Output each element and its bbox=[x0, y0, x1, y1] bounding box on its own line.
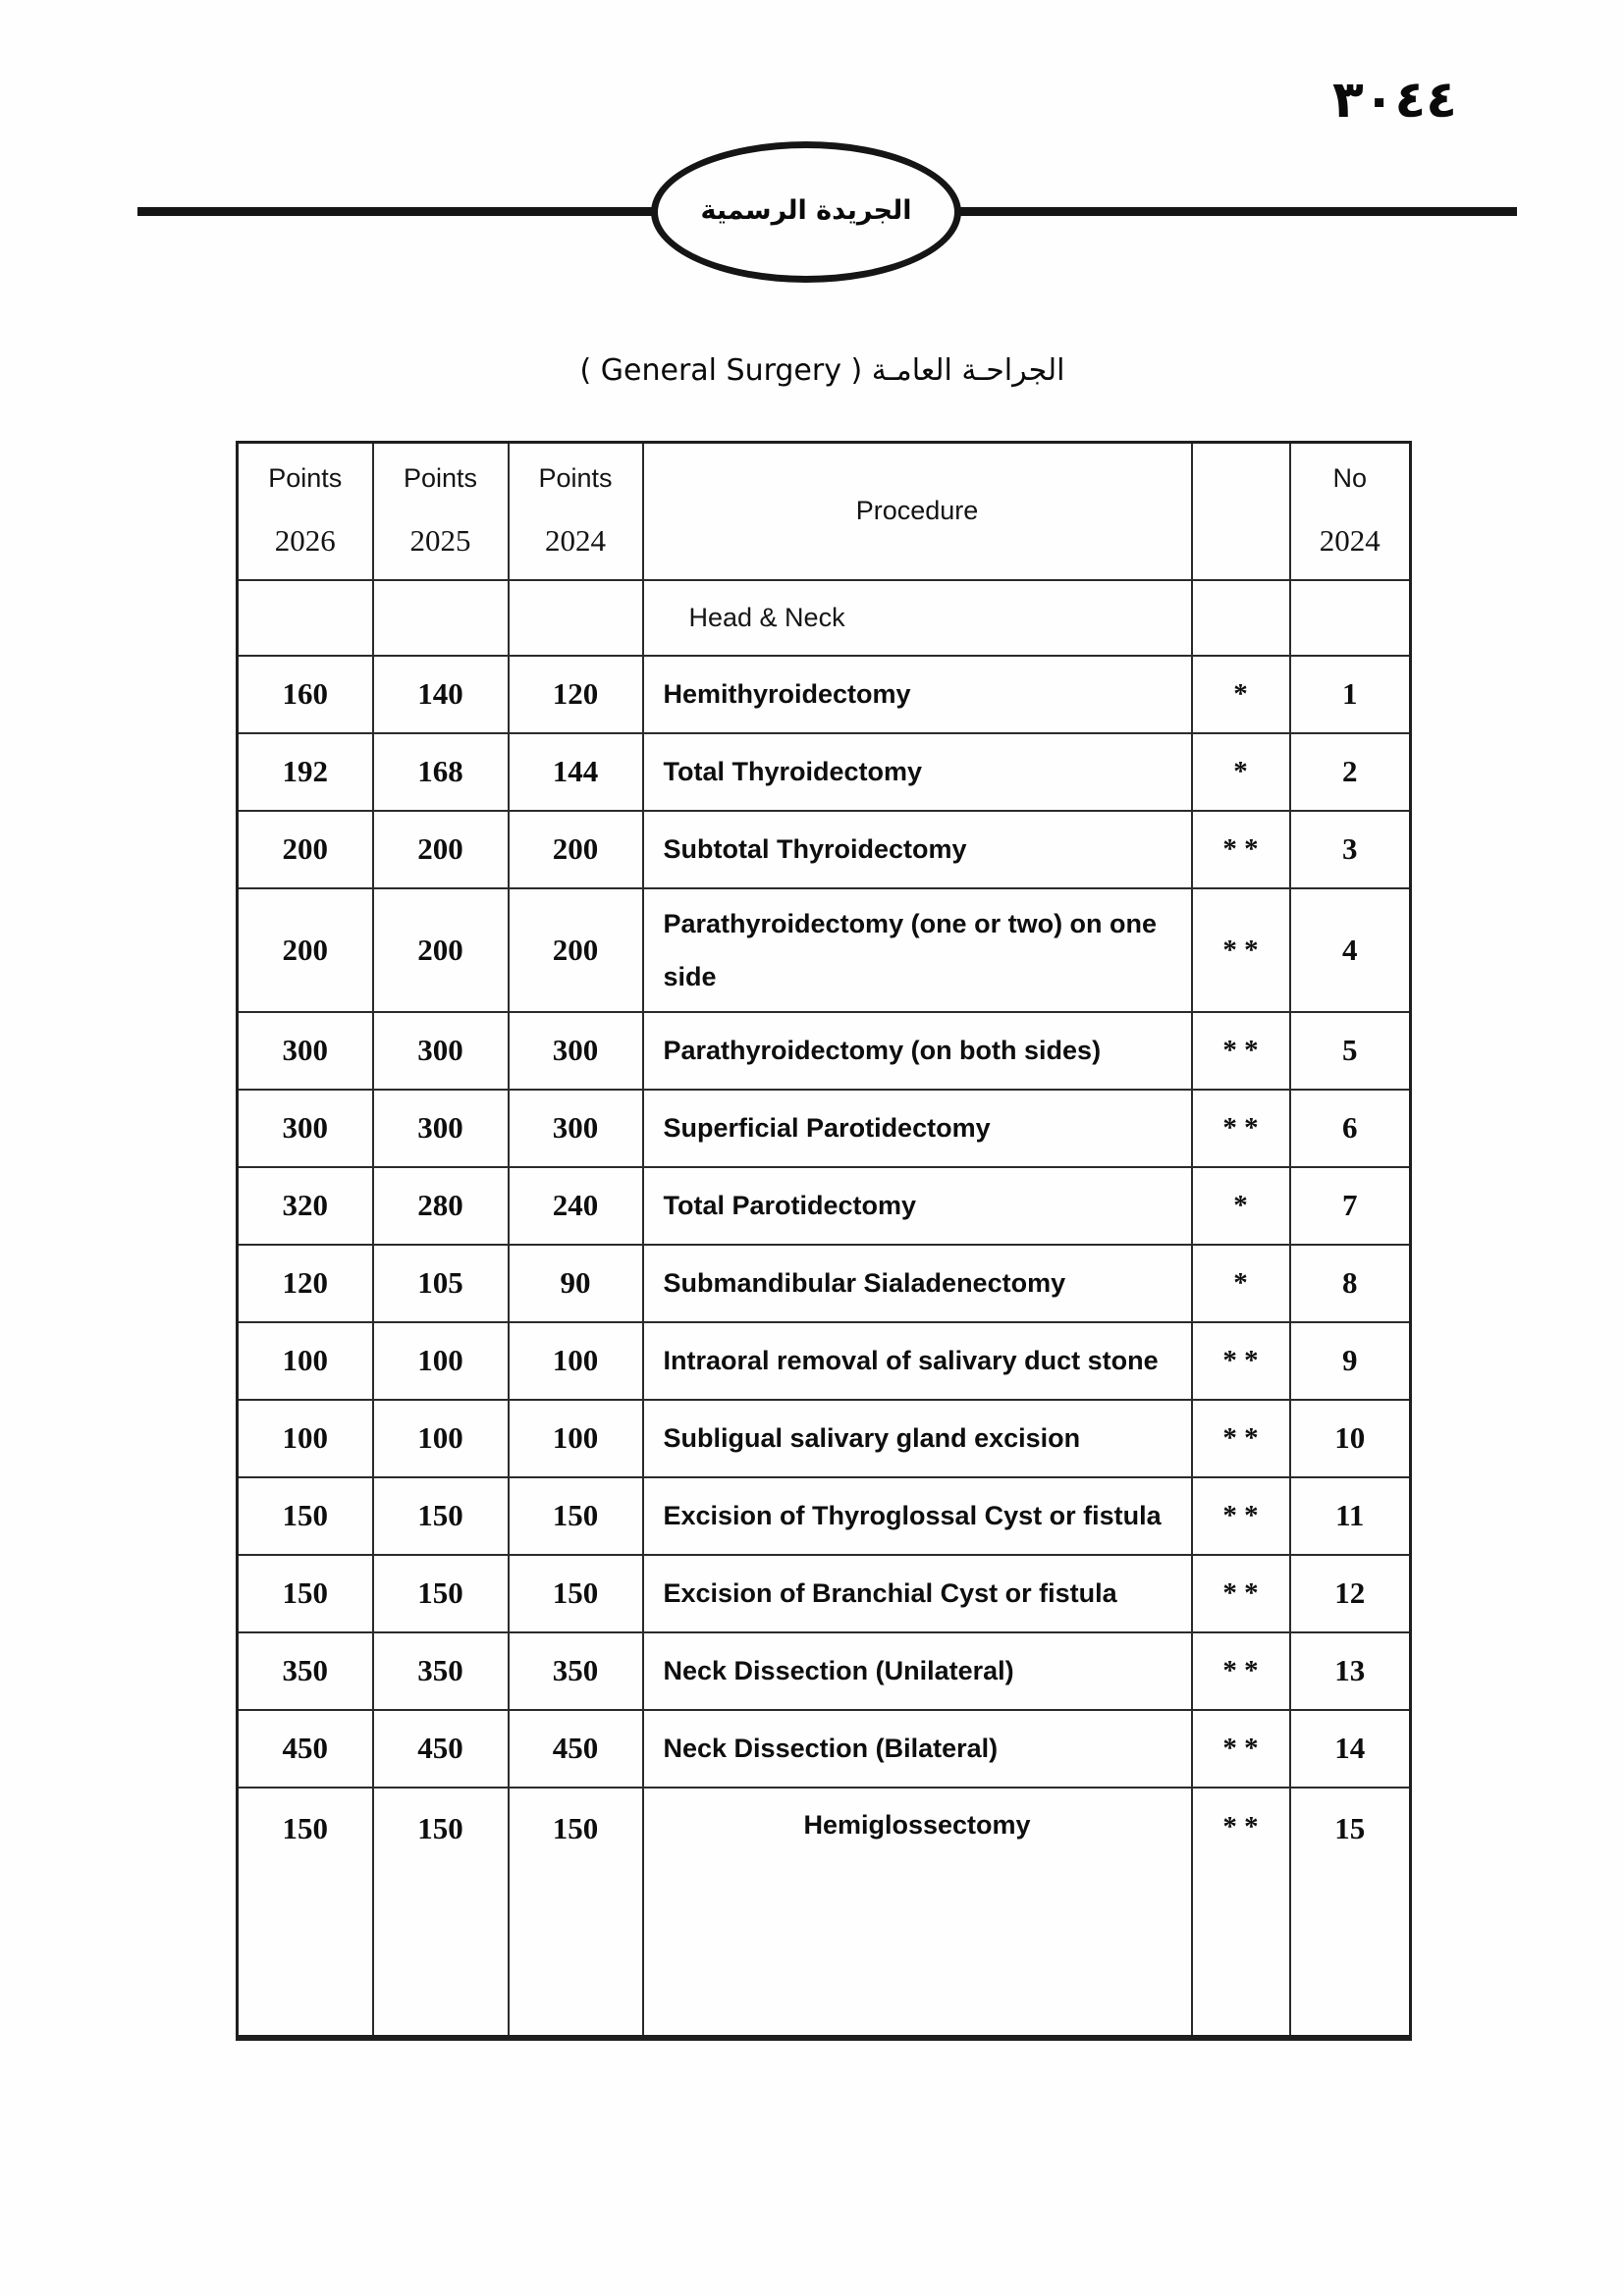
points-2025-cell: 300 bbox=[373, 1012, 509, 1090]
points-2026-cell: 320 bbox=[238, 1167, 373, 1245]
points-2026-cell: 100 bbox=[238, 1400, 373, 1477]
no-cell: 15 bbox=[1290, 1788, 1411, 2038]
points-2024-cell: 144 bbox=[509, 733, 643, 811]
marks-cell: * * bbox=[1192, 1632, 1290, 1710]
points-2026-cell: 200 bbox=[238, 811, 373, 888]
points-2024-cell: 300 bbox=[509, 1012, 643, 1090]
table-row bbox=[238, 1555, 1411, 1632]
section-title: الجراحـة العامـة ( General Surgery ) bbox=[579, 353, 1065, 388]
header-points-2025 bbox=[373, 443, 509, 580]
no-cell: 2 bbox=[1290, 733, 1411, 811]
table-row bbox=[238, 1710, 1411, 1788]
points-2024-cell: 150 bbox=[509, 1555, 643, 1632]
procedures-table bbox=[236, 441, 1412, 2041]
points-year: 2026 bbox=[274, 523, 336, 559]
marks-cell bbox=[1192, 580, 1290, 656]
points-2026-cell: 450 bbox=[238, 1710, 373, 1788]
points-2026-cell: 150 bbox=[238, 1477, 373, 1555]
marks-cell: * * bbox=[1192, 1400, 1290, 1477]
header-points-2024 bbox=[509, 443, 643, 580]
table-row bbox=[238, 1167, 1411, 1245]
points-2024-cell: 100 bbox=[509, 1322, 643, 1400]
table-row bbox=[238, 1788, 1411, 2038]
points-year: 2024 bbox=[545, 523, 606, 559]
table-row bbox=[238, 1400, 1411, 1477]
points-2026-cell: 192 bbox=[238, 733, 373, 811]
procedure-cell: Hemithyroidectomy bbox=[643, 656, 1192, 733]
header-no-2024 bbox=[1290, 443, 1411, 580]
points-2024-cell: 200 bbox=[509, 811, 643, 888]
procedure-cell: Parathyroidectomy (one or two) on one side bbox=[643, 888, 1192, 1012]
points-2026-cell: 120 bbox=[238, 1245, 373, 1322]
table-row bbox=[238, 888, 1411, 1012]
points-2026-cell: 300 bbox=[238, 1012, 373, 1090]
procedure-cell: Subtotal Thyroidectomy bbox=[643, 811, 1192, 888]
points-label: Points bbox=[268, 463, 343, 494]
marks-cell: * * bbox=[1192, 888, 1290, 1012]
procedure-cell: Superficial Parotidectomy bbox=[643, 1090, 1192, 1167]
points-label: Points bbox=[403, 463, 478, 494]
no-label: No bbox=[1332, 463, 1367, 494]
table-row bbox=[238, 733, 1411, 811]
no-cell: 11 bbox=[1290, 1477, 1411, 1555]
points-2025-cell: 150 bbox=[373, 1477, 509, 1555]
points-2026-cell: 350 bbox=[238, 1632, 373, 1710]
no-cell bbox=[1290, 580, 1411, 656]
header-procedure: Procedure bbox=[643, 443, 1192, 580]
points-2024-cell bbox=[509, 580, 643, 656]
marks-cell: * bbox=[1192, 656, 1290, 733]
points-2024-cell: 150 bbox=[509, 1788, 643, 2038]
points-2026-cell bbox=[238, 580, 373, 656]
procedure-cell: Parathyroidectomy (on both sides) bbox=[643, 1012, 1192, 1090]
no-cell: 1 bbox=[1290, 656, 1411, 733]
procedure-cell: Subligual salivary gland excision bbox=[643, 1400, 1192, 1477]
no-year: 2024 bbox=[1319, 523, 1380, 559]
marks-cell: * * bbox=[1192, 1477, 1290, 1555]
procedure-cell: Excision of Branchial Cyst or fistula bbox=[643, 1555, 1192, 1632]
points-2026-cell: 160 bbox=[238, 656, 373, 733]
procedure-cell: Total Parotidectomy bbox=[643, 1167, 1192, 1245]
table-row bbox=[238, 656, 1411, 733]
points-2024-cell: 120 bbox=[509, 656, 643, 733]
no-cell: 7 bbox=[1290, 1167, 1411, 1245]
points-2026-cell: 150 bbox=[238, 1555, 373, 1632]
points-label: Points bbox=[538, 463, 613, 494]
points-2025-cell: 100 bbox=[373, 1400, 509, 1477]
points-year: 2025 bbox=[409, 523, 471, 559]
table-row bbox=[238, 1322, 1411, 1400]
points-2025-cell: 150 bbox=[373, 1555, 509, 1632]
no-cell: 10 bbox=[1290, 1400, 1411, 1477]
procedure-table-body bbox=[238, 580, 1411, 2038]
points-2025-cell: 200 bbox=[373, 888, 509, 1012]
table-header-row bbox=[238, 443, 1411, 580]
points-2024-cell: 90 bbox=[509, 1245, 643, 1322]
procedure-cell: Hemiglossectomy bbox=[643, 1788, 1192, 2038]
procedure-cell: Submandibular Sialadenectomy bbox=[643, 1245, 1192, 1322]
gazette-seal-ellipse bbox=[651, 141, 961, 283]
points-2026-cell: 200 bbox=[238, 888, 373, 1012]
points-2025-cell: 280 bbox=[373, 1167, 509, 1245]
points-2024-cell: 150 bbox=[509, 1477, 643, 1555]
page-number-arabic: ٣٠٤٤ bbox=[1332, 71, 1457, 130]
points-2026-cell: 300 bbox=[238, 1090, 373, 1167]
points-2025-cell: 168 bbox=[373, 733, 509, 811]
no-cell: 9 bbox=[1290, 1322, 1411, 1400]
no-cell: 14 bbox=[1290, 1710, 1411, 1788]
marks-cell: * * bbox=[1192, 1090, 1290, 1167]
points-2025-cell: 150 bbox=[373, 1788, 509, 2038]
section-row bbox=[238, 580, 1411, 656]
gazette-name: الجريدة الرسمية bbox=[700, 194, 912, 226]
points-2025-cell: 100 bbox=[373, 1322, 509, 1400]
no-cell: 6 bbox=[1290, 1090, 1411, 1167]
no-cell: 8 bbox=[1290, 1245, 1411, 1322]
points-2025-cell bbox=[373, 580, 509, 656]
points-2024-cell: 200 bbox=[509, 888, 643, 1012]
procedure-cell: Neck Dissection (Bilateral) bbox=[643, 1710, 1192, 1788]
points-2025-cell: 350 bbox=[373, 1632, 509, 1710]
table-row bbox=[238, 1090, 1411, 1167]
marks-cell: * bbox=[1192, 733, 1290, 811]
points-2026-cell: 100 bbox=[238, 1322, 373, 1400]
section-title-cell: Head & Neck bbox=[643, 580, 1192, 656]
no-cell: 4 bbox=[1290, 888, 1411, 1012]
marks-cell: * bbox=[1192, 1167, 1290, 1245]
table-row bbox=[238, 1012, 1411, 1090]
no-cell: 12 bbox=[1290, 1555, 1411, 1632]
points-2025-cell: 450 bbox=[373, 1710, 509, 1788]
points-2026-cell: 150 bbox=[238, 1788, 373, 2038]
header-points-2026 bbox=[238, 443, 373, 580]
header-marks bbox=[1192, 443, 1290, 580]
no-cell: 13 bbox=[1290, 1632, 1411, 1710]
points-2024-cell: 240 bbox=[509, 1167, 643, 1245]
points-2024-cell: 450 bbox=[509, 1710, 643, 1788]
points-2025-cell: 200 bbox=[373, 811, 509, 888]
marks-cell: * * bbox=[1192, 1012, 1290, 1090]
points-2024-cell: 300 bbox=[509, 1090, 643, 1167]
procedure-cell: Total Thyroidectomy bbox=[643, 733, 1192, 811]
points-2025-cell: 300 bbox=[373, 1090, 509, 1167]
table-row bbox=[238, 811, 1411, 888]
marks-cell: * * bbox=[1192, 811, 1290, 888]
procedure-cell: Excision of Thyroglossal Cyst or fistula bbox=[643, 1477, 1192, 1555]
no-cell: 5 bbox=[1290, 1012, 1411, 1090]
points-2024-cell: 100 bbox=[509, 1400, 643, 1477]
table-row bbox=[238, 1632, 1411, 1710]
points-2025-cell: 105 bbox=[373, 1245, 509, 1322]
procedure-cell: Neck Dissection (Unilateral) bbox=[643, 1632, 1192, 1710]
points-2024-cell: 350 bbox=[509, 1632, 643, 1710]
marks-cell: * * bbox=[1192, 1322, 1290, 1400]
procedure-cell: Intraoral removal of salivary duct stone bbox=[643, 1322, 1192, 1400]
table-row bbox=[238, 1477, 1411, 1555]
table-row bbox=[238, 1245, 1411, 1322]
marks-cell: * * bbox=[1192, 1555, 1290, 1632]
marks-cell: * bbox=[1192, 1245, 1290, 1322]
no-cell: 3 bbox=[1290, 811, 1411, 888]
points-2025-cell: 140 bbox=[373, 656, 509, 733]
marks-cell: * * bbox=[1192, 1710, 1290, 1788]
marks-cell: * * bbox=[1192, 1788, 1290, 2038]
